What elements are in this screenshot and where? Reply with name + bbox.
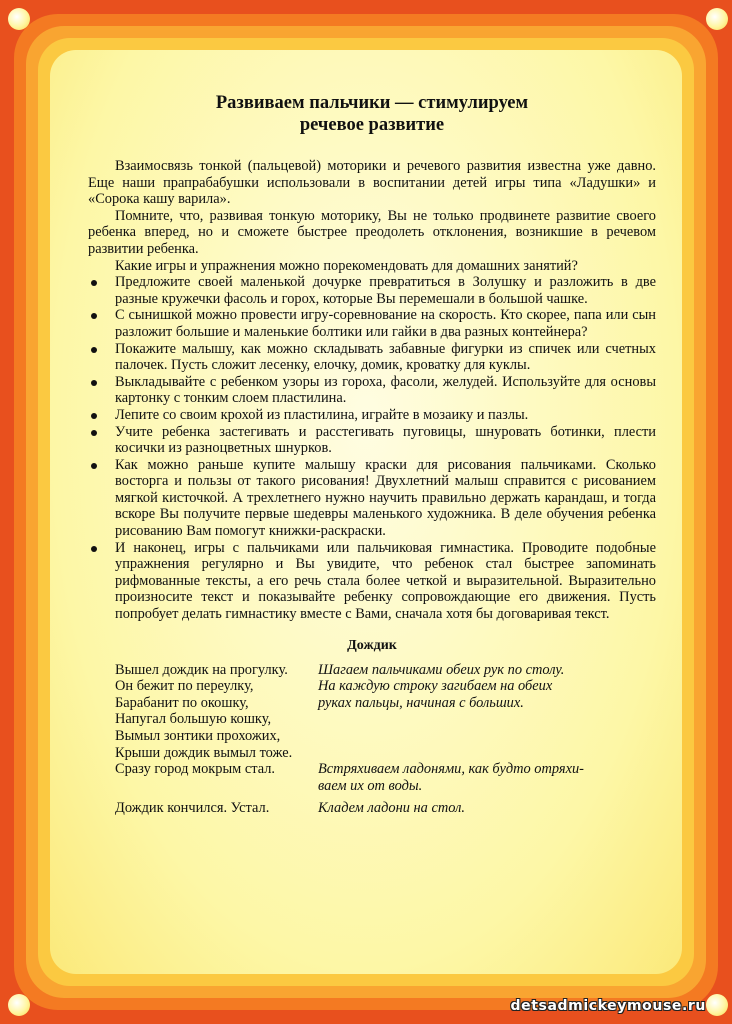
poem-action: Кладем ладони на стол.	[318, 800, 465, 817]
poem-row	[88, 695, 656, 712]
corner-dot-top-right	[706, 8, 728, 30]
poem-action: На каждую строку загибаем на обеих	[318, 678, 553, 695]
article	[88, 92, 656, 817]
poem-row	[88, 800, 656, 817]
poem-row	[88, 678, 656, 695]
poem-action: руках пальцы, начиная с больших.	[318, 694, 524, 711]
list-item: Как можно раньше купите малышу краски для рисования пальчиками. Сколько восторга и пользы от такого рисования! Двухлетний малыш справится с рисованием мягкой кисточкой. А трехлетнего нужно научить правильно держать карандаш, и тогда вскоре Вы получите первые шедевры маленького художника. В деле обучения ребенка рисованию Вам помогут книжки-раскраски.	[88, 457, 656, 540]
poem-line	[88, 778, 318, 795]
poem-action: ваем их от воды.	[318, 777, 423, 794]
corner-dot-top-left	[8, 8, 30, 30]
poem-row	[88, 662, 656, 679]
corner-dot-bottom-left	[8, 994, 30, 1016]
list-item: Лепите со своим крохой из пластилина, играйте в мозаику и пазлы.	[88, 407, 656, 424]
reminder-paragraph: Помните, что, развивая тонкую моторику, Вы не только продвинете развитие своего ребенка вперед, но и сможете быстрее преодолеть отклонения, возникшие в речевом развитии ребенка.	[88, 207, 656, 257]
poem-title: Дождик	[347, 637, 397, 653]
poem-row	[88, 761, 656, 778]
page-title	[88, 92, 656, 136]
list-item: Выкладывайте с ребенком узоры из гороха, фасоли, желудей. Используйте для основы картонку с тонким слоем пластилина.	[88, 374, 656, 407]
list-item: С сынишкой можно провести игру-соревнование на скорость. Кто скорее, папа или сын разложит большие и маленькие болтики или гайки в два разных контейнера?	[88, 307, 656, 340]
site-watermark: detsadmickeymouse.ru	[510, 998, 706, 1014]
poem-action	[318, 745, 656, 762]
title-line-2: речевое развитие	[299, 115, 445, 135]
poem-row	[88, 778, 656, 795]
poem-action	[318, 728, 656, 745]
exercise-list	[88, 274, 656, 622]
poem-line: Сразу город мокрым стал.	[115, 761, 275, 778]
poem-line: Напугал большую кошку,	[115, 711, 272, 728]
poem-action: Встряхиваем ладонями, как будто отряхи-	[318, 761, 584, 778]
list-item: Предложите своей маленькой дочурке превратиться в Золушку и разложить в две разные кружечки фасоль и горох, которые Вы перемешали в большой чашке.	[88, 274, 656, 307]
list-item: Покажите малышу, как можно складывать забавные фигурки из спичек или счетных палочек. Пусть сложит лесенку, елочку, домик, кроватку для куклы.	[88, 341, 656, 374]
list-item: И наконец, игры с пальчиками или пальчиковая гимнастика. Проводите подобные упражнения регулярно и Вы увидите, что ребенок стал быстрее запоминать рифмованные тексты, а его речь стала более четкой и выразительной. Выразительно произносите текст и показывайте ребенку сопровождающие его движения. Пусть попробует делать гимнастику вместе с Вами, сначала хотя бы договаривая текст.	[88, 540, 656, 623]
poem-row	[88, 745, 656, 762]
question-paragraph: Какие игры и упражнения можно порекомендовать для домашних занятий?	[115, 257, 578, 274]
intro-paragraph: Взаимосвязь тонкой (пальцевой) моторики и речевого развития известна уже давно. Еще наши прапрабабушки использовали в воспитании детей игры типа «Ладушки» и «Сорока кашу варила».	[88, 158, 656, 208]
poem-action	[318, 711, 656, 728]
poem-table	[88, 662, 656, 817]
poem-line: Он бежит по переулку,	[115, 678, 254, 695]
title-line-1: Развиваем пальчики — стимулируем	[215, 93, 529, 113]
poem-line: Вымыл зонтики прохожих,	[115, 728, 281, 744]
poem-row	[88, 711, 656, 728]
poem-line: Дождик кончился. Устал.	[115, 800, 270, 817]
poem-line: Крыши дождик вымыл тоже.	[115, 744, 293, 761]
poem-line: Барабанит по окошку,	[115, 694, 249, 711]
poem-action: Шагаем пальчиками обеих рук по столу.	[318, 661, 565, 678]
list-item: Учите ребенка застегивать и расстегивать пуговицы, шнуровать ботинки, плести косички из разноцветных шнурков.	[88, 424, 656, 457]
poem-line: Вышел дождик на прогулку.	[115, 661, 288, 678]
poem-row	[88, 728, 656, 745]
corner-dot-bottom-right	[706, 994, 728, 1016]
